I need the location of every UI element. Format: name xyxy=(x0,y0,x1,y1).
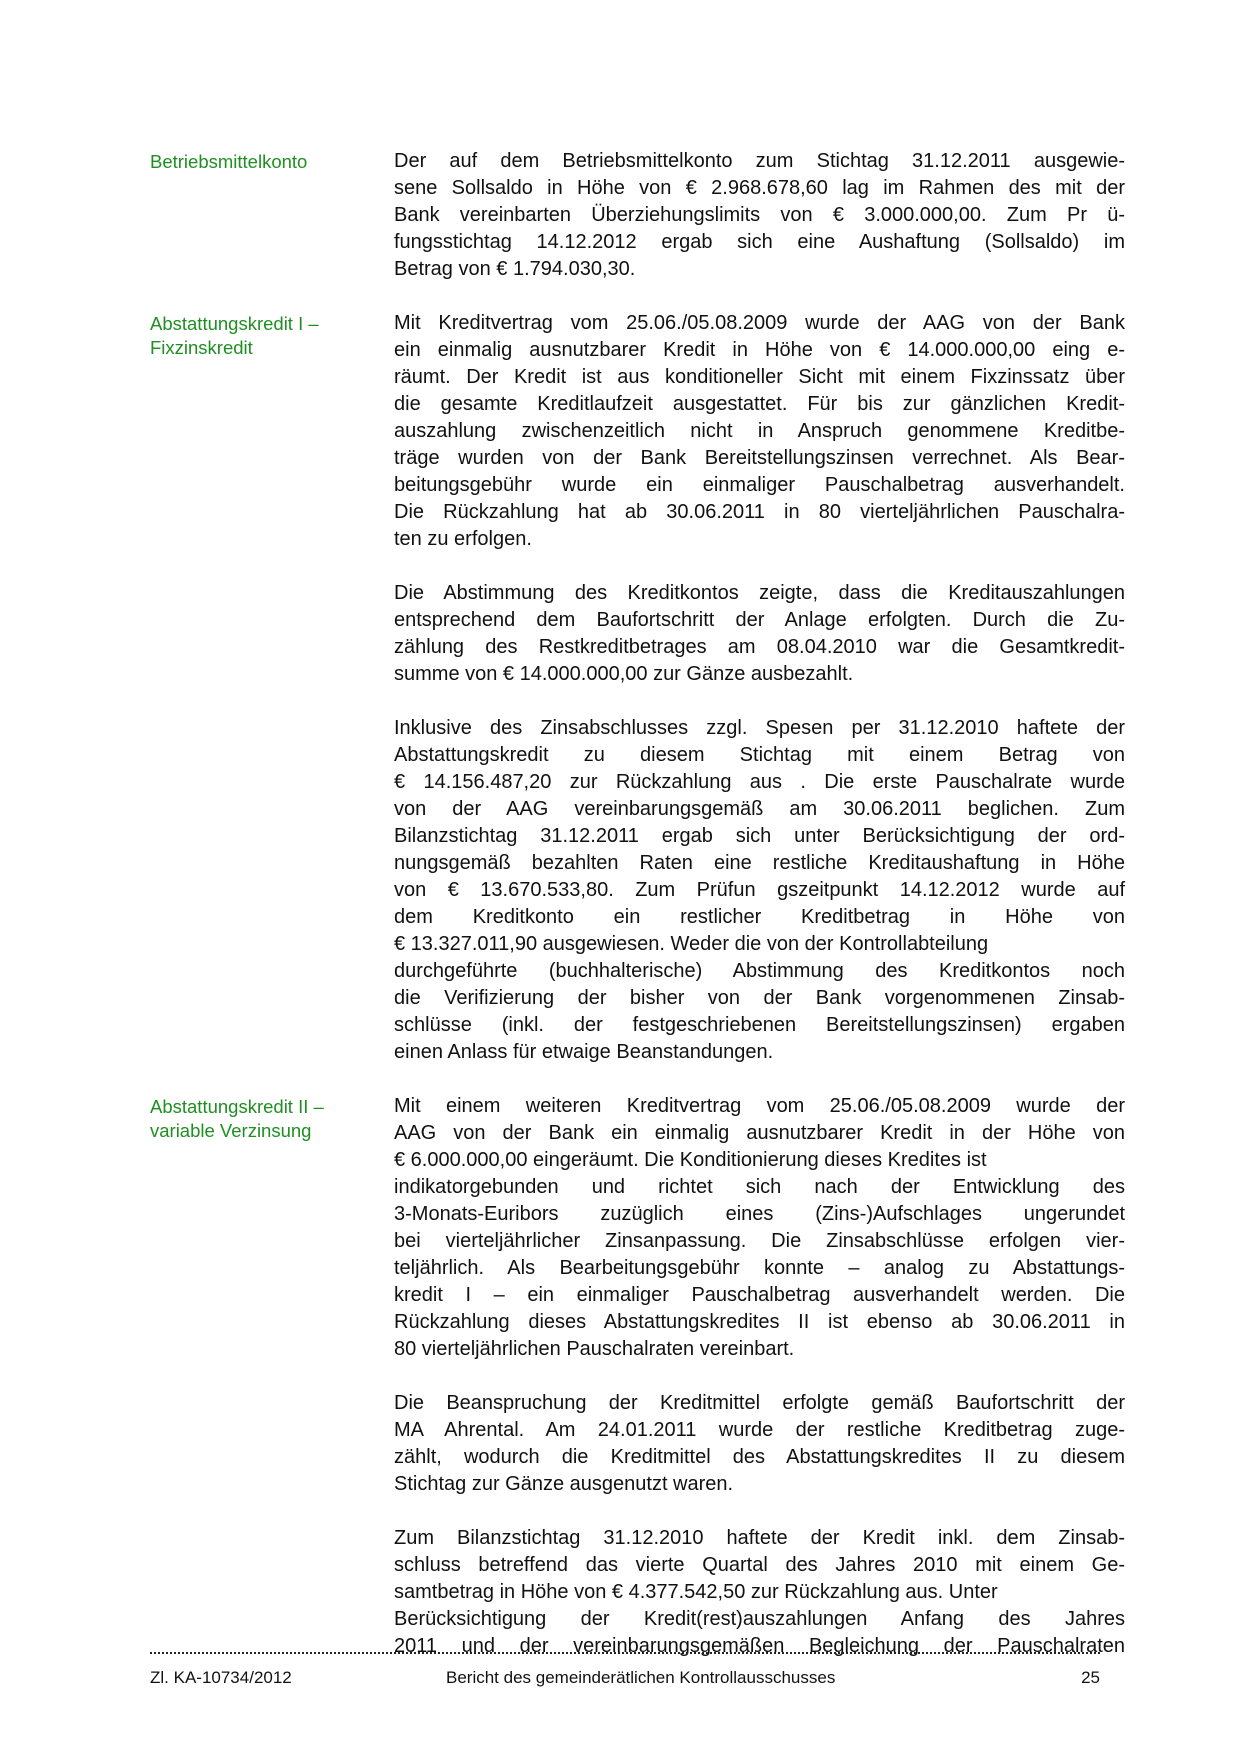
text-line: die Verifizierung der bisher von der Bank vorgenommenen Zinsab- xyxy=(394,987,1125,1009)
text-line: bei vierteljährlicher Zinsanpassung. Die Zinsabschlüsse erfolgen vier- xyxy=(394,1230,1125,1252)
section-label-line: variable Verzinsung xyxy=(150,1120,312,1141)
text-line: Betrag von € 1.794.030,30. xyxy=(394,258,636,280)
text-line: entsprechend dem Baufortschritt der Anlage erfolgten. Durch die Zu- xyxy=(394,609,1125,631)
text-line: träge wurden von der Bank Bereitstellungszinsen verrechnet. Als Bear- xyxy=(394,447,1125,469)
text-line: Die Beanspruchung der Kreditmittel erfolgte gemäß Baufortschritt der xyxy=(394,1392,1125,1414)
text-line: kredit I – ein einmaliger Pauschalbetrag ausverhandelt werden. Die xyxy=(394,1284,1125,1306)
footer-dotted-divider xyxy=(150,1652,1100,1654)
text-line: von € 13.670.533,80. Zum Prüfun gszeitpunkt 14.12.2012 wurde auf xyxy=(394,879,1125,901)
text-line: einen Anlass für etwaige Beanstandungen. xyxy=(394,1041,774,1063)
text-line: Abstattungskredit zu diesem Stichtag mit einem Betrag von xyxy=(394,744,1125,766)
text-line: Zum Bilanzstichtag 31.12.2010 haftete der Kredit inkl. dem Zinsab- xyxy=(394,1527,1125,1549)
section-label-line: Betriebsmittelkonto xyxy=(150,151,308,172)
text-line: € 6.000.000,00 eingeräumt. Die Konditionierung dieses Kredites ist xyxy=(394,1149,987,1171)
text-line: Der auf dem Betriebsmittelkonto zum Stichtag 31.12.2011 ausgewie- xyxy=(394,150,1125,172)
section-body xyxy=(394,148,1125,310)
footer-title: Bericht des gemeinderätlichen Kontrollausschusses xyxy=(446,1668,836,1687)
text-line: ten zu erfolgen. xyxy=(394,528,532,550)
paragraph xyxy=(394,1390,1125,1498)
text-line: Rückzahlung dieses Abstattungskredites II ist ebenso ab 30.06.2011 in xyxy=(394,1311,1125,1333)
text-line: schluss betreffend das vierte Quartal des Jahres 2010 mit einem Ge- xyxy=(394,1554,1125,1576)
section-label-line: Fixzinskredit xyxy=(150,337,253,358)
section-label xyxy=(150,310,394,1093)
section xyxy=(150,1093,1125,1687)
text-line: Bilanzstichtag 31.12.2011 ergab sich unter Berücksichtigung der ord- xyxy=(394,825,1125,847)
text-line: beitungsgebühr wurde ein einmaliger Pauschalbetrag ausverhandelt. xyxy=(394,474,1125,496)
text-line: indikatorgebunden und richtet sich nach der Entwicklung des xyxy=(394,1176,1125,1198)
text-line: schlüsse (inkl. der festgeschriebenen Bereitstellungszinsen) ergaben xyxy=(394,1014,1125,1036)
paragraph xyxy=(394,1093,1125,1363)
text-line: Stichtag zur Gänze ausgenutzt waren. xyxy=(394,1473,734,1495)
text-line: 3-Monats-Euribors zuzüglich eines (Zins-)Aufschlages ungerundet xyxy=(394,1203,1125,1225)
text-line: dem Kreditkonto ein restlicher Kreditbetrag in Höhe von xyxy=(394,906,1125,928)
section-label xyxy=(150,1093,394,1687)
text-line: Die Abstimmung des Kreditkontos zeigte, dass die Kreditauszahlungen xyxy=(394,582,1125,604)
text-line: Bank vereinbarten Überziehungslimits von € 3.000.000,00. Zum Pr ü- xyxy=(394,204,1125,226)
text-line: samtbetrag in Höhe von € 4.377.542,50 zur Rückzahlung aus. Unter xyxy=(394,1581,998,1603)
text-line: von der AAG vereinbarungsgemäß am 30.06.2011 beglichen. Zum xyxy=(394,798,1125,820)
section xyxy=(150,148,1125,310)
text-line: 2011 und der vereinbarungsgemäßen Begleichung der Pauschalraten xyxy=(394,1635,1125,1657)
footer-reference: Zl. KA-10734/2012 xyxy=(150,1668,292,1687)
text-line: zählung des Restkreditbetrages am 08.04.2010 war die Gesamtkredit- xyxy=(394,636,1125,658)
text-line: summe von € 14.000.000,00 zur Gänze ausbezahlt. xyxy=(394,663,854,685)
text-line: Mit Kreditvertrag vom 25.06./05.08.2009 wurde der AAG von der Bank xyxy=(394,312,1125,334)
text-line: ein einmalig ausnutzbarer Kredit in Höhe von € 14.000.000,00 eing e- xyxy=(394,339,1125,361)
section-label xyxy=(150,148,394,310)
text-line: Inklusive des Zinsabschlusses zzgl. Spesen per 31.12.2010 haftete der xyxy=(394,717,1125,739)
text-line: räumt. Der Kredit ist aus konditioneller Sicht mit einem Fixzinssatz über xyxy=(394,366,1125,388)
text-line: 80 vierteljährlichen Pauschalraten vereinbart. xyxy=(394,1338,795,1360)
text-line: MA Ahrental. Am 24.01.2011 wurde der restliche Kreditbetrag zuge- xyxy=(394,1419,1125,1441)
section-body xyxy=(394,1093,1125,1687)
paragraph xyxy=(394,148,1125,283)
paragraph xyxy=(394,310,1125,553)
paragraph xyxy=(394,1525,1125,1660)
text-line: fungsstichtag 14.12.2012 ergab sich eine Aushaftung (Sollsaldo) im xyxy=(394,231,1125,253)
text-line: Die Rückzahlung hat ab 30.06.2011 in 80 vierteljährlichen Pauschalra- xyxy=(394,501,1125,523)
text-line: Berücksichtigung der Kredit(rest)auszahlungen Anfang des Jahres xyxy=(394,1608,1125,1630)
text-line: sene Sollsaldo in Höhe von € 2.968.678,60 lag im Rahmen des mit der xyxy=(394,177,1125,199)
text-line: teljährlich. Als Bearbeitungsgebühr konnte – analog zu Abstattungs- xyxy=(394,1257,1125,1279)
text-line: € 14.156.487,20 zur Rückzahlung aus . Die erste Pauschalrate wurde xyxy=(394,771,1125,793)
text-line: nungsgemäß bezahlten Raten eine restliche Kreditaushaftung in Höhe xyxy=(394,852,1125,874)
paragraph xyxy=(394,715,1125,1066)
text-line: € 13.327.011,90 ausgewiesen. Weder die von der Kontrollabteilung xyxy=(394,933,989,955)
paragraph xyxy=(394,580,1125,688)
text-line: Mit einem weiteren Kreditvertrag vom 25.06./05.08.2009 wurde der xyxy=(394,1095,1125,1117)
text-line: auszahlung zwischenzeitlich nicht in Anspruch genommene Kreditbe- xyxy=(394,420,1125,442)
text-line: AAG von der Bank ein einmalig ausnutzbarer Kredit in der Höhe von xyxy=(394,1122,1125,1144)
section-label-line: Abstattungskredit II – xyxy=(150,1096,324,1117)
page-number: 25 xyxy=(1081,1668,1100,1687)
text-line: durchgeführte (buchhalterische) Abstimmung des Kreditkontos noch xyxy=(394,960,1125,982)
text-line: zählt, wodurch die Kreditmittel des Abstattungskredites II zu diesem xyxy=(394,1446,1125,1468)
section-label-line: Abstattungskredit I – xyxy=(150,313,319,334)
text-line: die gesamte Kreditlaufzeit ausgestattet. Für bis zur gänzlichen Kredit- xyxy=(394,393,1125,415)
document-body xyxy=(150,148,1125,1687)
section-body xyxy=(394,310,1125,1093)
section xyxy=(150,310,1125,1093)
